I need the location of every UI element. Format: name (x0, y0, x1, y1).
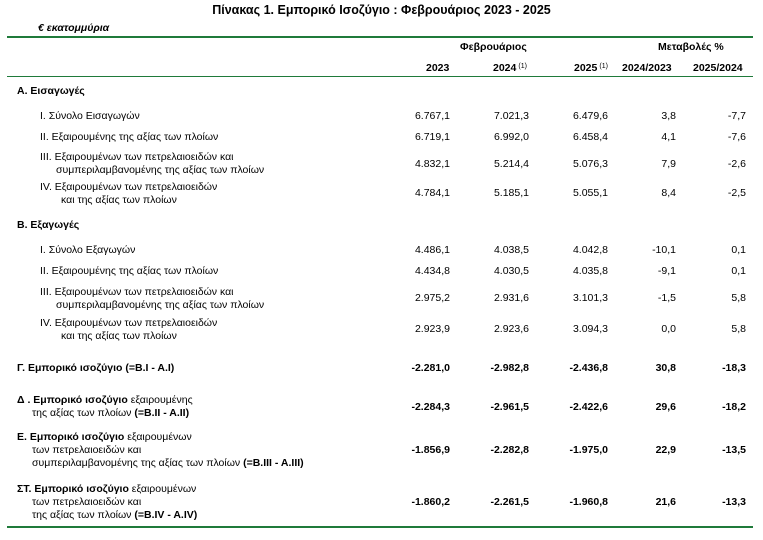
row-label-cont: των πετρελαιοειδών και (32, 444, 142, 456)
row-label: II. Εξαιρουμένης της αξίας των πλοίων (40, 131, 219, 143)
table-title: Πίνακας 1. Εμπορικό Ισοζύγιο : Φεβρουάριος 2023 - 2025 (212, 3, 551, 17)
value-2023: 4.832,1 (414, 158, 450, 170)
change-2025-2024: -13,5 (722, 444, 746, 456)
value-2024: 5.214,4 (493, 158, 529, 170)
value-2023: 6.767,1 (414, 110, 450, 122)
header-col-2025: 2025 $^{(1)}$ (574, 62, 608, 74)
row-label: IV. Εξαιρουμένων των πετρελαιοειδών (40, 317, 218, 329)
value-2025: 3.101,3 (572, 292, 608, 304)
value-2025: 6.458,4 (572, 131, 608, 143)
value-2023: -1.860,2 (411, 496, 450, 508)
header-group-changes: Μεταβολές % (658, 41, 724, 53)
row-label-cont: συμπεριλαμβανομένης της αξίας των πλοίων (=B.III - A.III) (32, 457, 304, 469)
change-2025-2024: -7,6 (727, 131, 746, 143)
value-2024: 6.992,0 (493, 131, 529, 143)
value-2025: -2.436,8 (569, 362, 608, 374)
change-2024-2023: 7,9 (661, 158, 676, 170)
change-2025-2024: -13,3 (722, 496, 746, 508)
row-label: ΣΤ. Εμπορικό ισοζύγιο εξαιρουμένων (17, 483, 197, 495)
value-2024: 4.030,5 (493, 265, 529, 277)
row-label-cont: της αξίας των πλοίων (=B.II - A.II) (32, 407, 190, 419)
value-2024: -2.282,8 (490, 444, 529, 456)
header-col-change-1: 2024/2023 (622, 62, 672, 74)
value-2024: -2.961,5 (490, 401, 529, 413)
value-2025: -1.975,0 (569, 444, 608, 456)
header-group-february: Φεβρουάριος (460, 41, 527, 53)
value-2023: 2.975,2 (414, 292, 450, 304)
value-2023: -1.856,9 (411, 444, 450, 456)
value-2024: -2.261,5 (490, 496, 529, 508)
unit-label: € εκατομμύρια (38, 22, 110, 34)
bottom-rule (7, 526, 753, 528)
header-col-2023: 2023 (426, 62, 450, 74)
row-label: IV. Εξαιρουμένων των πετρελαιοειδών (40, 181, 218, 193)
value-2023: 4.434,8 (414, 265, 450, 277)
row-label-cont: συμπεριλαμβανομένης της αξίας των πλοίων (56, 299, 265, 311)
change-2024-2023: -1,5 (657, 292, 676, 304)
value-2024: 7.021,3 (493, 110, 529, 122)
value-2024: -2.982,8 (490, 362, 529, 374)
row-label: Δ . Εμπορικό ισοζύγιο εξαιρουμένης (17, 394, 193, 406)
header-rule (7, 76, 753, 77)
header-col-2024: 2024 $^{(1)}$ (493, 62, 527, 74)
change-2025-2024: -18,3 (722, 362, 746, 374)
value-2025: 5.076,3 (572, 158, 608, 170)
row-label: I. Σύνολο Εξαγωγών (40, 244, 136, 256)
value-2025: 6.479,6 (572, 110, 608, 122)
value-2024: 2.923,6 (493, 323, 529, 335)
section-imports: Α. Εισαγωγές (17, 85, 85, 97)
value-2023: 6.719,1 (414, 131, 450, 143)
section-exports: Β. Εξαγωγές (17, 219, 80, 231)
change-2025-2024: -7,7 (727, 110, 746, 122)
row-label-cont: και της αξίας των πλοίων (61, 194, 177, 206)
top-rule (7, 36, 753, 38)
value-2025: 3.094,3 (572, 323, 608, 335)
row-label-cont: της αξίας των πλοίων (=B.IV - A.IV) (32, 509, 198, 521)
note-2024: (1) (518, 63, 527, 70)
row-label: I. Σύνολο Εισαγωγών (40, 110, 140, 122)
change-2024-2023: -10,1 (652, 244, 676, 256)
change-2024-2023: 30,8 (655, 362, 676, 374)
row-label: Γ. Εμπορικό ισοζύγιο (=B.I - A.I) (17, 362, 175, 374)
change-2024-2023: -9,1 (657, 265, 676, 277)
value-2025: 5.055,1 (572, 187, 608, 199)
value-2024: 5.185,1 (493, 187, 529, 199)
change-2025-2024: -2,6 (727, 158, 746, 170)
value-2025: -2.422,6 (569, 401, 608, 413)
change-2024-2023: 0,0 (661, 323, 676, 335)
row-label: III. Εξαιρουμένων των πετρελαιοειδών και (40, 286, 234, 298)
header-col-change-2: 2025/2024 (693, 62, 743, 74)
change-2025-2024: 5,8 (731, 323, 746, 335)
change-2025-2024: -18,2 (722, 401, 746, 413)
row-label-cont: και της αξίας των πλοίων (61, 330, 177, 342)
value-2023: -2.284,3 (411, 401, 450, 413)
row-label: Ε. Εμπορικό ισοζύγιο εξαιρουμένων (17, 431, 192, 443)
change-2025-2024: 5,8 (731, 292, 746, 304)
value-2025: 4.035,8 (572, 265, 608, 277)
row-label: III. Εξαιρουμένων των πετρελαιοειδών και (40, 151, 234, 163)
change-2024-2023: 21,6 (655, 496, 676, 508)
value-2023: 2.923,9 (414, 323, 450, 335)
value-2025: 4.042,8 (572, 244, 608, 256)
change-2025-2024: 0,1 (731, 244, 746, 256)
change-2024-2023: 8,4 (661, 187, 676, 199)
change-2025-2024: 0,1 (731, 265, 746, 277)
row-label-cont: συμπεριλαμβανομένης της αξίας των πλοίων (56, 164, 265, 176)
note-2025: (1) (599, 63, 608, 70)
row-label: II. Εξαιρουμένης της αξίας των πλοίων (40, 265, 219, 277)
value-2023: -2.281,0 (411, 362, 450, 374)
change-2024-2023: 22,9 (655, 444, 676, 456)
value-2023: 4.486,1 (414, 244, 450, 256)
row-label-cont: των πετρελαιοειδών και (32, 496, 142, 508)
change-2024-2023: 4,1 (661, 131, 676, 143)
change-2025-2024: -2,5 (727, 187, 746, 199)
change-2024-2023: 29,6 (655, 401, 676, 413)
value-2024: 2.931,6 (493, 292, 529, 304)
change-2024-2023: 3,8 (661, 110, 676, 122)
value-2023: 4.784,1 (414, 187, 450, 199)
value-2024: 4.038,5 (493, 244, 529, 256)
value-2025: -1.960,8 (569, 496, 608, 508)
